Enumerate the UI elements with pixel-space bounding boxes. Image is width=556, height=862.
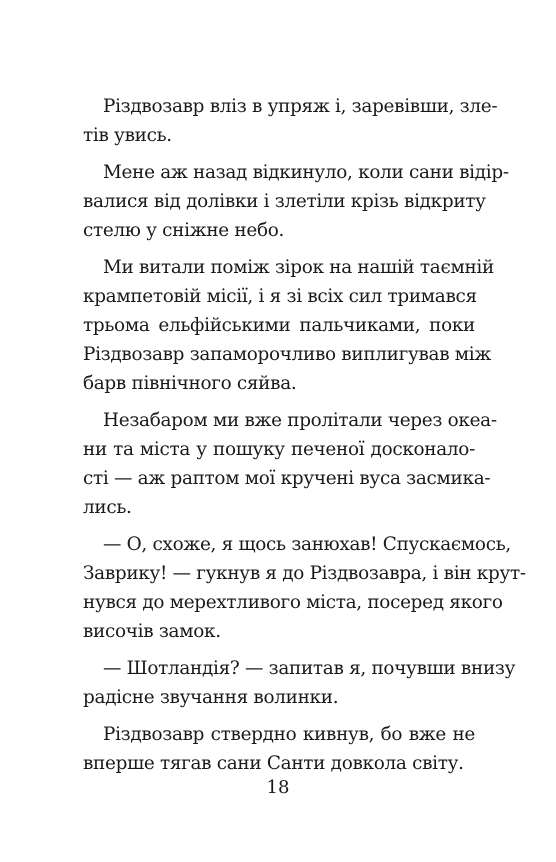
text-line: лись. <box>83 497 132 518</box>
text-line: сті — аж раптом мої кручені вуса засмика- <box>83 468 491 489</box>
text-line: Різдвозавр ствердно кивнув, бо вже не <box>103 724 475 745</box>
text-line: стелю у сніжне небо. <box>83 220 285 241</box>
text-line: Незабаром ми вже пролітали через океа- <box>103 410 497 431</box>
text-line: — О, схоже, я щось занюхав! Спускаємось, <box>103 534 511 555</box>
text-line: Різдвозавр запаморочливо виплигував між <box>83 344 491 365</box>
text-line: Ми витали поміж зірок на нашій таємній <box>103 257 494 278</box>
paragraph <box>83 530 526 646</box>
text-line: радісне звучання волинки. <box>83 687 339 708</box>
text-line: Мене аж назад відкинуло, коли сани відір- <box>103 162 509 183</box>
text-line: барв північного сяйва. <box>83 373 297 394</box>
page-number: 18 <box>266 777 290 798</box>
paragraph <box>83 158 509 245</box>
text-line: — Шотландія? — запитав я, почувши внизу <box>103 658 516 679</box>
body-text <box>83 92 526 786</box>
text-line: нувся до мерехтливого міста, посеред якого <box>83 592 503 613</box>
text-line: трьома ельфійськими пальчиками, поки <box>83 315 475 336</box>
text-line: вперше тягав сани Санти довкола світу. <box>83 753 464 774</box>
paragraph <box>83 720 475 778</box>
paragraph <box>83 406 497 522</box>
text-line: крампетовій місії, і я зі всіх сил тримався <box>83 286 477 307</box>
text-line: височів замок. <box>83 621 221 642</box>
text-line: Заврику! — гукнув я до Різдвозавра, і він крут- <box>83 563 526 584</box>
text-line: ни та міста у пошуку печеної досконало- <box>83 439 475 460</box>
paragraph <box>83 253 494 398</box>
paragraph <box>83 92 498 150</box>
text-line: Різдвозавр вліз в упряж і, заревівши, зле- <box>103 96 498 117</box>
text-line: тів увись. <box>83 125 172 146</box>
paragraph <box>83 654 516 712</box>
text-line: валися від долівки і злетіли крізь відкриту <box>83 191 486 212</box>
